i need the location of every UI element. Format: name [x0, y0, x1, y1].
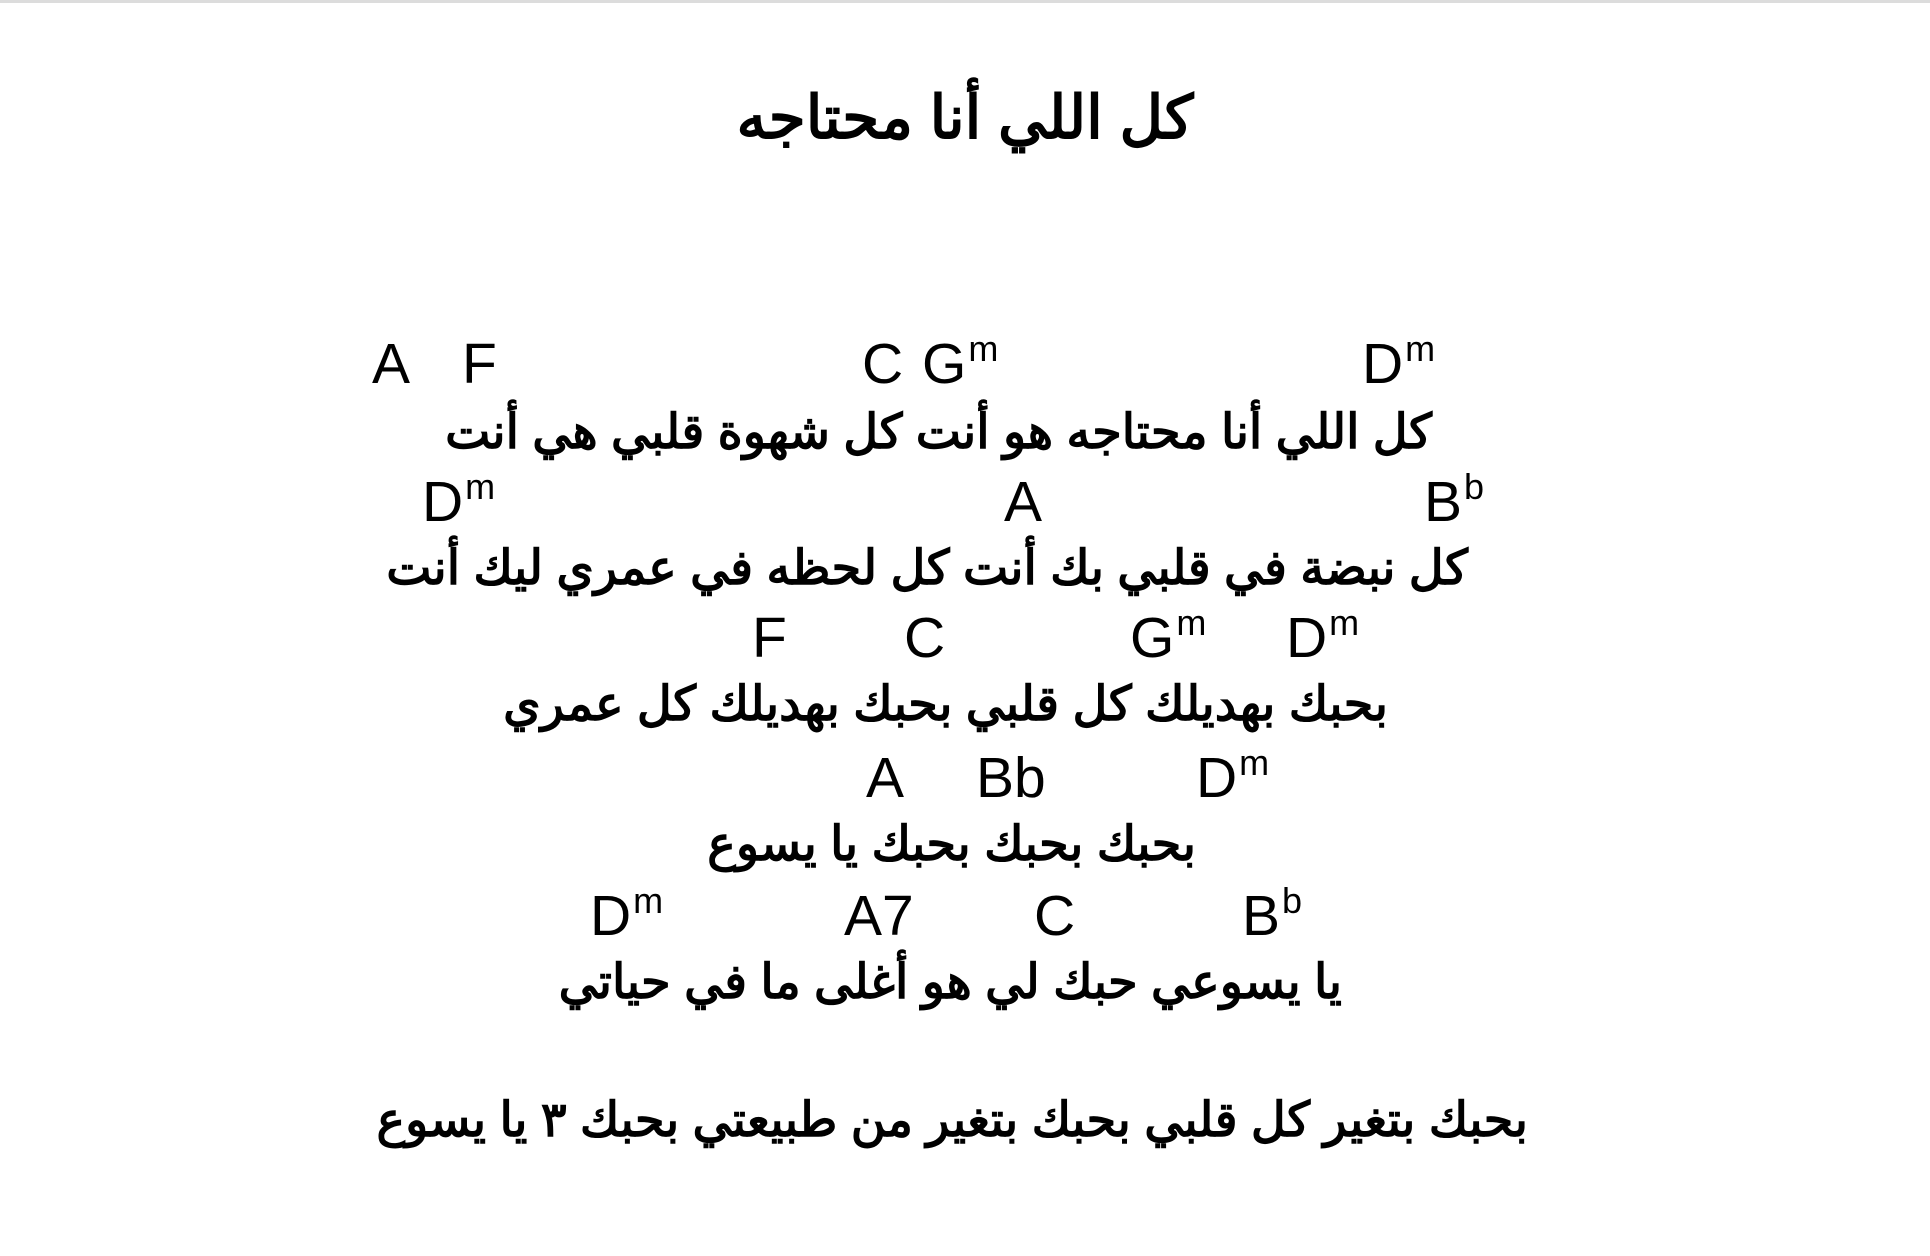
song-title: كل اللي أنا محتاجه	[736, 84, 1194, 151]
chord: $D^m$	[1362, 328, 1436, 396]
chord: A	[866, 746, 905, 810]
chord: A7	[844, 884, 914, 948]
chord: A	[1004, 470, 1043, 534]
chord: $D^m$	[590, 880, 664, 948]
chord: Bb	[976, 746, 1046, 810]
chord: $D^m$	[1196, 742, 1270, 810]
top-rule	[0, 0, 1930, 3]
chord: $B^b$	[1242, 880, 1303, 948]
chord: $D^m$	[1286, 602, 1360, 670]
chord: C	[904, 606, 946, 670]
chord: $D^m$	[422, 466, 496, 534]
chord: F	[752, 606, 787, 670]
final-lyric-line: بحبك بتغير كل قلبي بحبك بتغير من طبيعتي بحبك ٣ يا يسوع	[376, 1094, 1528, 1147]
chord: $B^b$	[1424, 466, 1485, 534]
lyric-line: بحبك بحبك بحبك يا يسوع	[707, 818, 1196, 871]
lyric-line: بحبك بهديلك كل قلبي بحبك بهديلك كل عمري	[503, 678, 1388, 731]
chord: $G^m$	[922, 328, 999, 396]
lyric-line: كل نبضة في قلبي بك أنت كل لحظه في عمري ليك أنت	[386, 542, 1468, 595]
chord: A	[372, 332, 411, 396]
chord: C	[1034, 884, 1076, 948]
lyric-line: يا يسوعي حبك لي هو أغلى ما في حياتي	[558, 956, 1342, 1009]
chord: $G^m$	[1130, 602, 1207, 670]
lyric-line: كل اللي أنا محتاجه هو أنت كل شهوة قلبي هي أنت	[445, 406, 1432, 459]
chord: F	[462, 332, 497, 396]
chord: C	[862, 332, 904, 396]
